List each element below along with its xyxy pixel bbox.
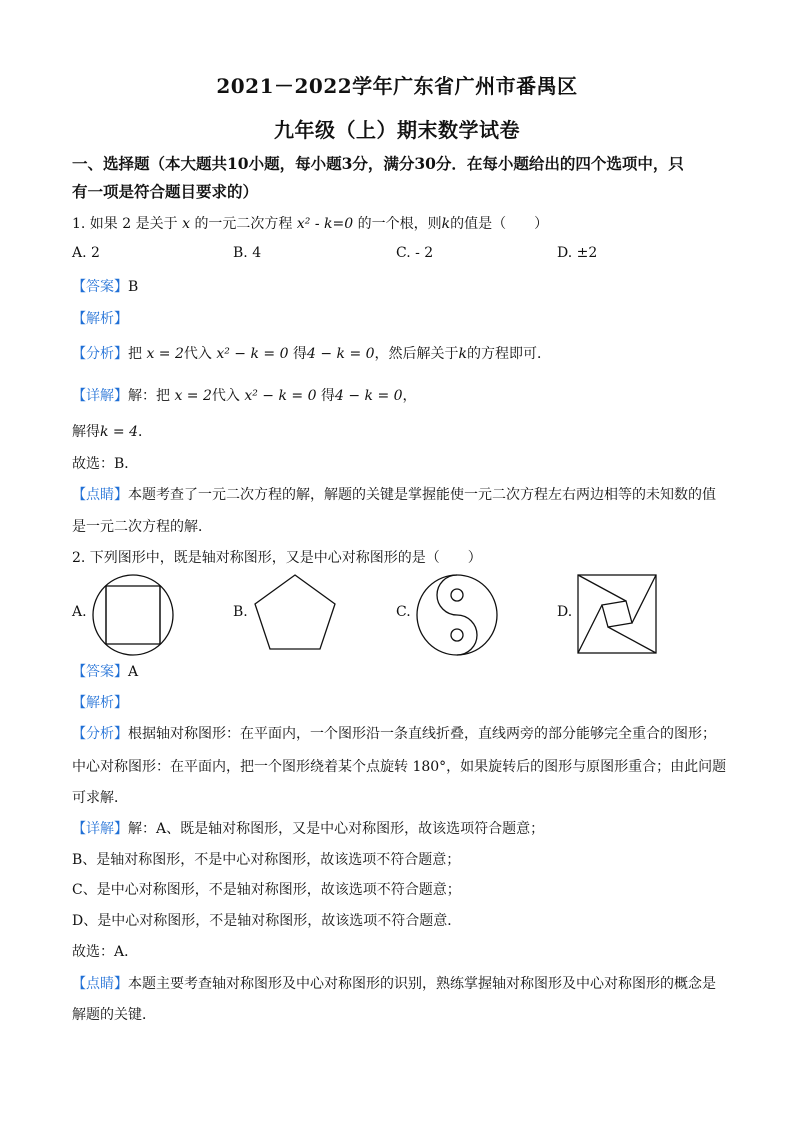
q2-option-d-label: D. [557,604,573,620]
q2-option-b-label: B. [233,604,248,620]
q2-line-d: D、是中心对称图形，不是轴对称图形，故该选项不符合题意． [72,913,462,929]
q2-line-c: C、是中心对称图形，不是轴对称图形，故该选项不符合题意； [72,882,461,898]
q2-figure-a [90,572,176,658]
section-heading-line1: 一、选择题（本大题共10小题，每小题3分，满分30分．在每小题给出的四个选项中，只 [72,154,684,173]
page-title: 2021－2022学年广东省广州市番禺区 [216,74,578,98]
q1-dianjing-line1: 【点睛】本题考查了一元二次方程的解，解题的关键是掌握能使一元二次方程左右两边相等的未知数的值 [72,487,716,503]
q1-option-a: A. 2 [72,245,100,261]
q2-fenxi-line3: 可求解． [72,790,128,806]
q1-option-c: C. - 2 [396,245,434,261]
q2-stem: 2. 下列图形中，既是轴对称图形，又是中心对称图形的是（ ） [72,550,482,566]
q2-figure-d [576,573,658,655]
q2-choose: 故选：A． [72,944,139,960]
q2-dianjing-line1: 【点睛】本题主要考查轴对称图形及中心对称图形的识别，熟练掌握轴对称图形及中心对称图形的概念是 [72,976,716,992]
q1-solve: 解得k = 4． [72,424,153,440]
q1-fenxi: 【分析】把 x = 2代入 x² − k = 0 得4 − k = 0，然后解关于k的方程即可． [72,346,552,362]
q1-dianjing-line2: 是一元二次方程的解． [72,519,212,535]
q1-analysis-tag: 【解析】 [72,311,128,327]
q2-analysis-tag: 【解析】 [72,695,128,711]
q1-option-b: B. 4 [233,245,262,261]
q1-xiangjie: 【详解】解：把 x = 2代入 x² − k = 0 得4 − k = 0， [72,388,417,404]
q1-option-d: D. ±2 [557,245,598,261]
q2-option-a-label: A. [72,604,87,620]
q2-answer: 【答案】A [72,664,139,680]
answer-tag: 【答案】 [72,279,128,295]
q2-figure-c [414,572,500,658]
page-subtitle: 九年级（上）期末数学试卷 [274,118,520,142]
q2-fenxi-line2: 中心对称图形：在平面内，把一个图形绕着某个点旋转 180°，如果旋转后的图形与原图形重合；由此问题 [72,759,727,775]
q2-xiangjie-line1: 【详解】解：A、既是轴对称图形，又是中心对称图形，故该选项符合题意； [72,821,545,837]
q1-stem: 1. 如果 2 是关于 x 的一元二次方程 x² - k=0 的一个根，则k的值是（ ） [72,216,549,232]
q2-line-b: B、是轴对称图形，不是中心对称图形，故该选项不符合题意； [72,852,461,868]
q2-dianjing-line2: 解题的关键． [72,1007,156,1023]
q2-figure-b [251,572,339,652]
section-heading-line2: 有一项是符合题目要求的） [72,182,259,201]
q1-answer: 【答案】B [72,279,139,295]
q2-option-c-label: C. [396,604,411,620]
q2-fenxi-line1: 【分析】根据轴对称图形：在平面内，一个图形沿一条直线折叠，直线两旁的部分能够完全重合的图形； [72,726,716,742]
q1-choose: 故选：B． [72,456,139,472]
